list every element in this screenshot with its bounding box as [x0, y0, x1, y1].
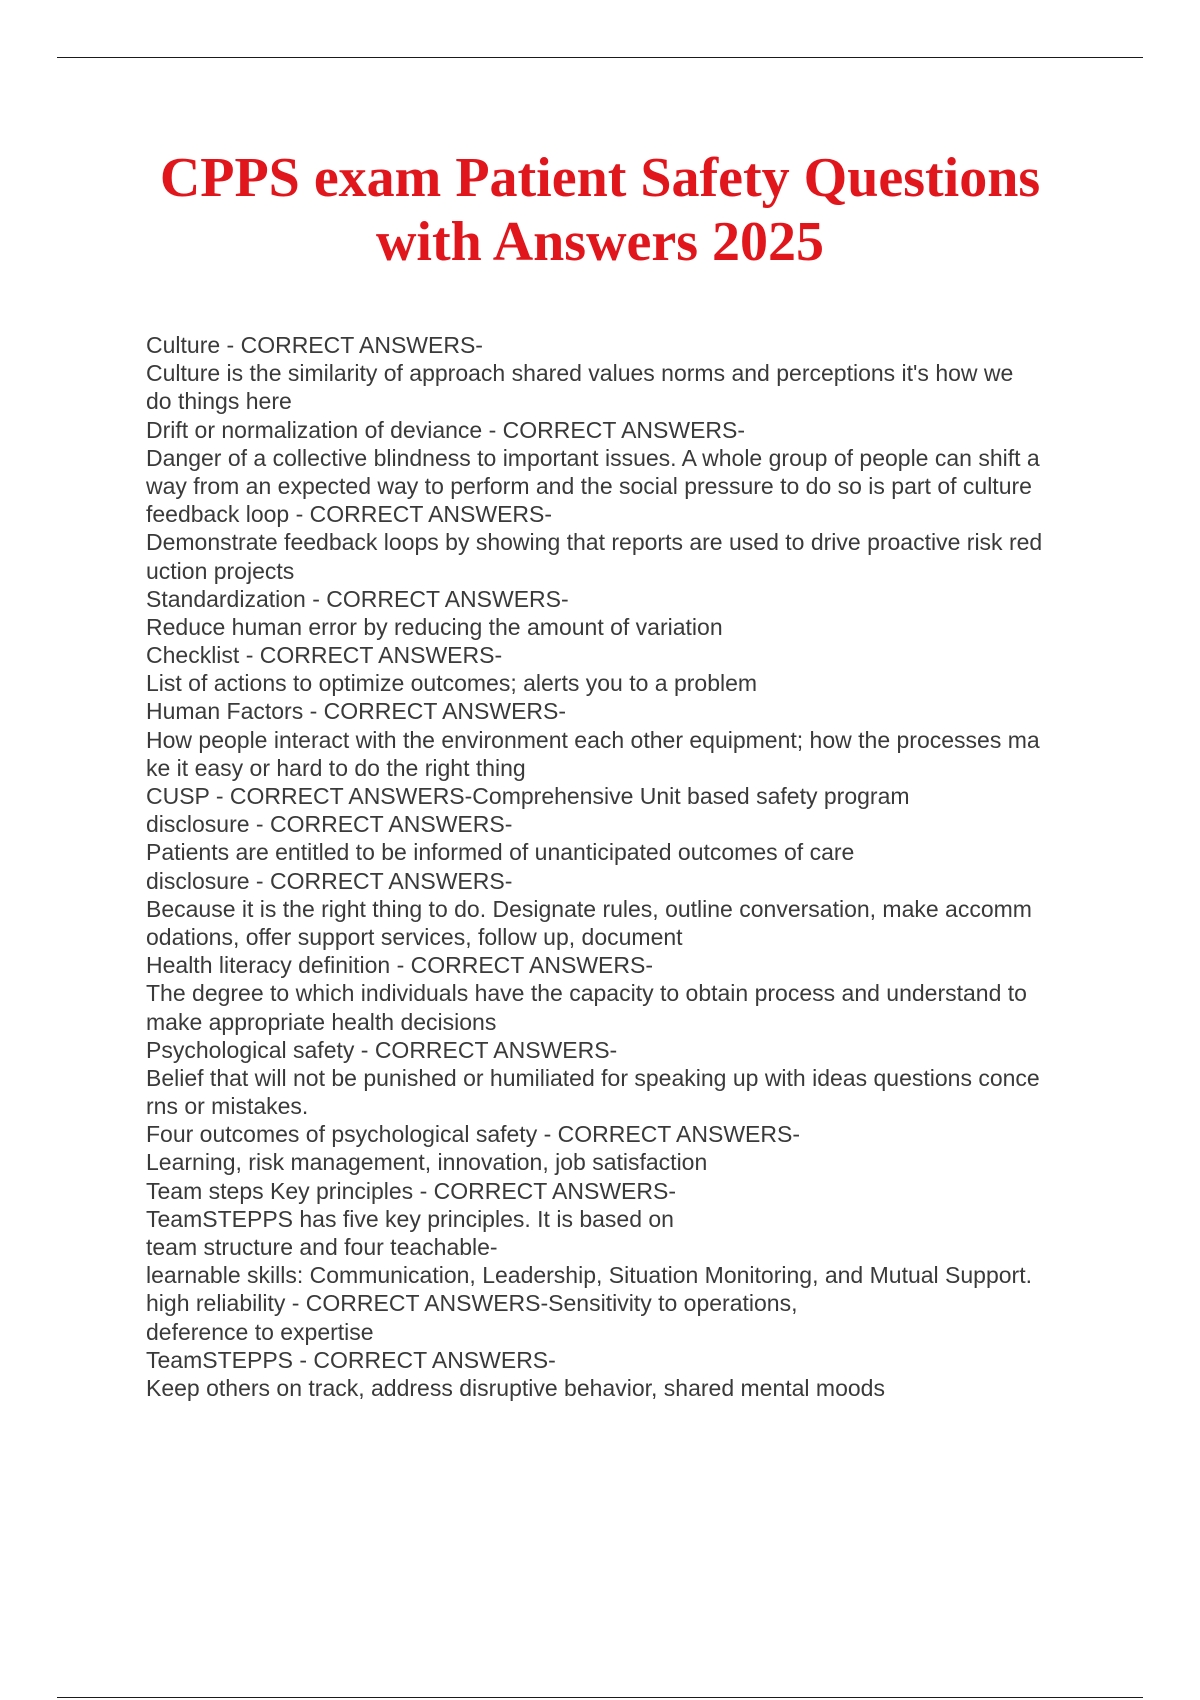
- content-line: Human Factors - CORRECT ANSWERS-: [146, 698, 567, 725]
- content-line: Patients are entitled to be informed of unanticipated outcomes of care: [146, 839, 855, 866]
- content-line: uction projects: [146, 557, 295, 584]
- content-line: disclosure - CORRECT ANSWERS-: [146, 811, 513, 838]
- content-line: high reliability - CORRECT ANSWERS-Sensitivity to operations,: [146, 1290, 798, 1317]
- content-line: Psychological safety - CORRECT ANSWERS-: [146, 1036, 618, 1063]
- content-line: Because it is the right thing to do. Designate rules, outline conversation, make accomm: [146, 895, 1032, 922]
- content-line: way from an expected way to perform and the social pressure to do so is part of culture: [146, 472, 1032, 499]
- content-line: feedback loop - CORRECT ANSWERS-: [146, 501, 553, 528]
- content-line: odations, offer support services, follow up, document: [146, 923, 683, 950]
- content-line: make appropriate health decisions: [146, 1008, 497, 1035]
- content-line: Team steps Key principles - CORRECT ANSWERS-: [146, 1177, 676, 1204]
- content-line: rns or mistakes.: [146, 1093, 309, 1120]
- content-line: How people interact with the environment each other equipment; how the processes ma: [146, 726, 1040, 753]
- content-line: Standardization - CORRECT ANSWERS-: [146, 585, 569, 612]
- content-line: Culture - CORRECT ANSWERS-: [146, 332, 483, 358]
- content-line: Drift or normalization of deviance - CORRECT ANSWERS-: [146, 416, 746, 443]
- content-line: Belief that will not be punished or humiliated for speaking up with ideas questions conce: [146, 1064, 1040, 1091]
- content-line: Danger of a collective blindness to important issues. A whole group of people can shift a: [146, 444, 1040, 471]
- footer-rule: [57, 1697, 1143, 1698]
- document-title: [100, 146, 1100, 274]
- content-line: The degree to which individuals have the capacity to obtain process and understand to: [146, 980, 1027, 1007]
- content-line: CUSP - CORRECT ANSWERS-Comprehensive Unit based safety program: [146, 783, 910, 809]
- header-rule: [57, 57, 1143, 58]
- document-title-line-1: CPPS exam Patient Safety Questions: [159, 147, 1041, 209]
- content-line: ke it easy or hard to do the right thing: [146, 754, 526, 781]
- content-line: Four outcomes of psychological safety - CORRECT ANSWERS-: [146, 1121, 801, 1148]
- content-line: Checklist - CORRECT ANSWERS-: [146, 642, 503, 669]
- content-line: Reduce human error by reducing the amount of variation: [146, 613, 723, 640]
- content-line: TeamSTEPPS has five key principles. It is based on: [146, 1205, 674, 1232]
- content-line: List of actions to optimize outcomes; alerts you to a problem: [146, 670, 758, 697]
- document-title-line-2: with Answers 2025: [375, 211, 825, 273]
- content-line: Health literacy definition - CORRECT ANSWERS-: [146, 952, 653, 979]
- content-line: Culture is the similarity of approach shared values norms and perceptions it's how we: [146, 360, 1014, 387]
- content-line: Learning, risk management, innovation, job satisfaction: [146, 1149, 708, 1176]
- content-line: Demonstrate feedback loops by showing that reports are used to drive proactive risk red: [146, 529, 1043, 556]
- content-line: disclosure - CORRECT ANSWERS-: [146, 867, 513, 894]
- content-line: team structure and four teachable-: [146, 1234, 498, 1260]
- content-line: do things here: [146, 388, 292, 415]
- content-line: TeamSTEPPS - CORRECT ANSWERS-: [146, 1346, 556, 1373]
- content-line: deference to expertise: [146, 1318, 374, 1345]
- content-line: Keep others on track, address disruptive behavior, shared mental moods: [146, 1374, 885, 1401]
- content-line: learnable skills: Communication, Leadership, Situation Monitoring, and Mutual Support.: [146, 1262, 1032, 1289]
- qa-content: [146, 331, 1146, 1402]
